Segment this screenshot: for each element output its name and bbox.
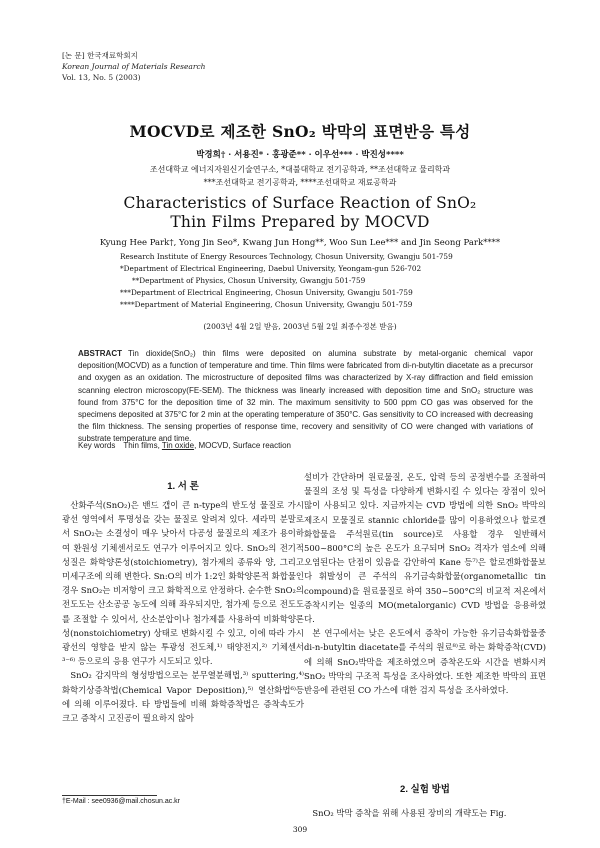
- journal-header: [62, 50, 205, 83]
- journal-volume: Vol. 13, No. 5 (2003): [62, 73, 141, 82]
- english-affiliations: [120, 251, 500, 311]
- korean-affiliation-line: 조선대학교 에너지자원신기술연구소, *대불대학교 전기공학과, **조선대학교 물리학과: [149, 165, 451, 174]
- keywords-label: Key words: [78, 441, 116, 450]
- footnote-email: †E-Mail : see0936@mail.chosun.ac.kr: [62, 798, 180, 805]
- english-affiliation-line: ****Department of Material Engineering, Chosun University, Gwangju 501-759: [120, 300, 413, 309]
- english-title-line: Thin Films Prepared by MOCVD: [170, 213, 430, 231]
- keywords-text-rest: , MOCVD, Surface reaction: [194, 441, 291, 450]
- english-affiliation-line: Research Institute of Energy Resources Technology, Chosun University, Gwangju 501-759: [120, 252, 453, 261]
- keyword-underlined: Tin oxide: [161, 441, 195, 450]
- english-title: [0, 194, 600, 232]
- section-heading-introduction: 1. 서 론: [167, 481, 199, 492]
- body-paragraph: SnO₂ 박막 증착을 위해 사용된 장비의 개략도는 Fig.: [312, 808, 507, 818]
- received-dates: (2003년 4월 2일 받음, 2003년 5월 2일 최종수정본 받음): [203, 322, 397, 331]
- korean-title: MOCVD로 제조한 SnO₂ 박막의 표면반응 특성: [129, 122, 471, 141]
- left-column: [62, 498, 304, 725]
- abstract-label: ABSTRACT: [78, 349, 122, 358]
- right-column: [304, 470, 546, 697]
- english-affiliation-line: *Department of Electrical Engineering, Daebul University, Yeongam-gun 526-702: [120, 264, 422, 273]
- body-paragraph: 산화주석(SnO₂)은 밴드 갭이 큰 n-type의 반도성 물질로 가시광선 영역에서 투명성을 갖는 물질로 알려져 있다. 세라믹 분말로서 SnO₂는 소결성이 매우 낮아서 다공성 물질로의 제조가 용이하여 환원성 기체센서로도 연구가 이루어지고 있다. SnO₂의 전기적 성질은 화학양론성(stoichiometry), 첨가제의 종류와 양, 그리고 미세구조에 의해 변한다. Sn:O의 비가 1:2인 화학양론적 화합물인 경우 SnO₂는 비저항이 크고 화학적으로 안정하다. 순수한 SnO₂의 전도도는 산소공공 농도에 의해 좌우되지만, 첨가제 등으로 전도도를 조절할 수 있어서, 산소분압이나 첨가제를 사용하여 비화학양론성(nonstoichiometry) 상태로 변화시킬 수 있고, 이에 따라 가시광선의 영향을 받지 않는 투광성 전도체,¹⁾ 태양전지,²⁾ 기체센서³⁻⁶⁾ 등으로의 응용 연구가 시도되고 있다.: [62, 500, 304, 667]
- english-affiliation-line: **Department of Physics, Chosun University, Gwangju 501-759: [132, 276, 366, 285]
- abstract: [78, 348, 533, 446]
- abstract-text: Tin dioxide(SnO₂) thin films were deposited on alumina substrate by metal-organic chemical vapor deposition(MOCVD) as a function of temperature and time. Thin films were fabricated from di-n-butyltin diacetate as a precursor and oxygen as an oxidation. The microstructure of deposited films was characterized by X-ray diffraction and field emission scanning electron microscopy(FE-SEM). The thickness was linearly increased with deposition time and SnO₂ structure was found from 375°C for the deposition time of 32 min. The maximum sensitivity to 500 ppm CO gas was observed for the specimens deposited at 375°C for 2 min at the operating temperature of 350°C. Gas sensitivity to CO increased with decreasing the film thickness. The sensing properties of response time, recovery and sensitivity of CO were changed with variations of substrate temperature and time.: [78, 349, 533, 444]
- journal-en-name: Korean Journal of Materials Research: [62, 62, 206, 71]
- footnote-divider: [62, 795, 157, 796]
- keywords-text: Thin films,: [123, 441, 162, 450]
- journal-kr-name: [논 문] 한국재료학회지: [62, 51, 138, 60]
- korean-authors: 박경희† · 서용진* · 홍광준** · 이우선*** · 박진성****: [196, 150, 404, 160]
- section-heading-methods: 2. 실험 방법: [400, 784, 450, 795]
- korean-affiliation-line: ***조선대학교 전기공학과, ****조선대학교 재료공학과: [203, 178, 397, 187]
- english-title-line: Characteristics of Surface Reaction of SnO₂: [123, 194, 477, 212]
- body-paragraph: SnO₂ 감지막의 형성방법으로는 분무열분해법,³⁾ sputtering,⁴⁾ 화학기상증착법(Chemical Vapor Deposition),⁵⁾ 열산화법⁶⁾등에 의해 이루어졌다. 타 방법들에 비해 화학증착법은 증착속도가 크고 증착시 고진공이 필요하지 않아: [62, 670, 304, 724]
- korean-affiliations: [0, 163, 600, 189]
- english-affiliation-line: ***Department of Electrical Engineering, Chosun University, Gwangju 501-759: [120, 288, 413, 297]
- english-authors: Kyung Hee Park†, Yong Jin Seo*, Kwang Jun Hong**, Woo Sun Lee*** and Jin Seong Park****: [99, 238, 501, 248]
- body-paragraph: 설비가 간단하며 원료물질, 온도, 압력 등의 공정변수를 조절하여 물질의 조성 및 특성을 다양하게 변화시킬 수 있다는 장점이 있어 많이 사용되고 있다. 지금까지는 CVD 방법에 의한 SnO₂ 박막의 제조시 모물질로 stannic chloride를 많이 이용하였으나 할로겐 화합물을 주석원료(tin source)로 사용할 경우 일반해서 500~800°C의 높은 온도가 요구되며 SnO₂ 격자가 염소에 의해 오염된다는 단점이 있음을 감안하여 Kane 등⁷⁾은 할로겐화합물보다 휘발성이 큰 주석의 유기금속화합물(organometallic tin compound)을 원료물질로 하여 350~500°C의 비교적 저온에서 증착시키는 일종의 MO(metalorganic) CVD 방법을 응용하였다.: [304, 472, 546, 625]
- page-number: 309: [292, 825, 308, 834]
- keywords: [78, 441, 533, 450]
- body-paragraph: 본 연구에서는 낮은 온도에서 증착이 가능한 유기금속화합물중 di-n-butyltin diacetate를 주석의 원료⁸⁾로 하는 화학증착(CVD)에 의해 SnO₂박막을 제조하였으며 증착온도와 시간을 변화시켜 SnO₂ 박막의 구조적 특성을 조사하였다. 또한 제조한 박막의 표면 반응에 관련된 CO 가스에 대한 검지 특성을 조사하였다.: [304, 628, 546, 696]
